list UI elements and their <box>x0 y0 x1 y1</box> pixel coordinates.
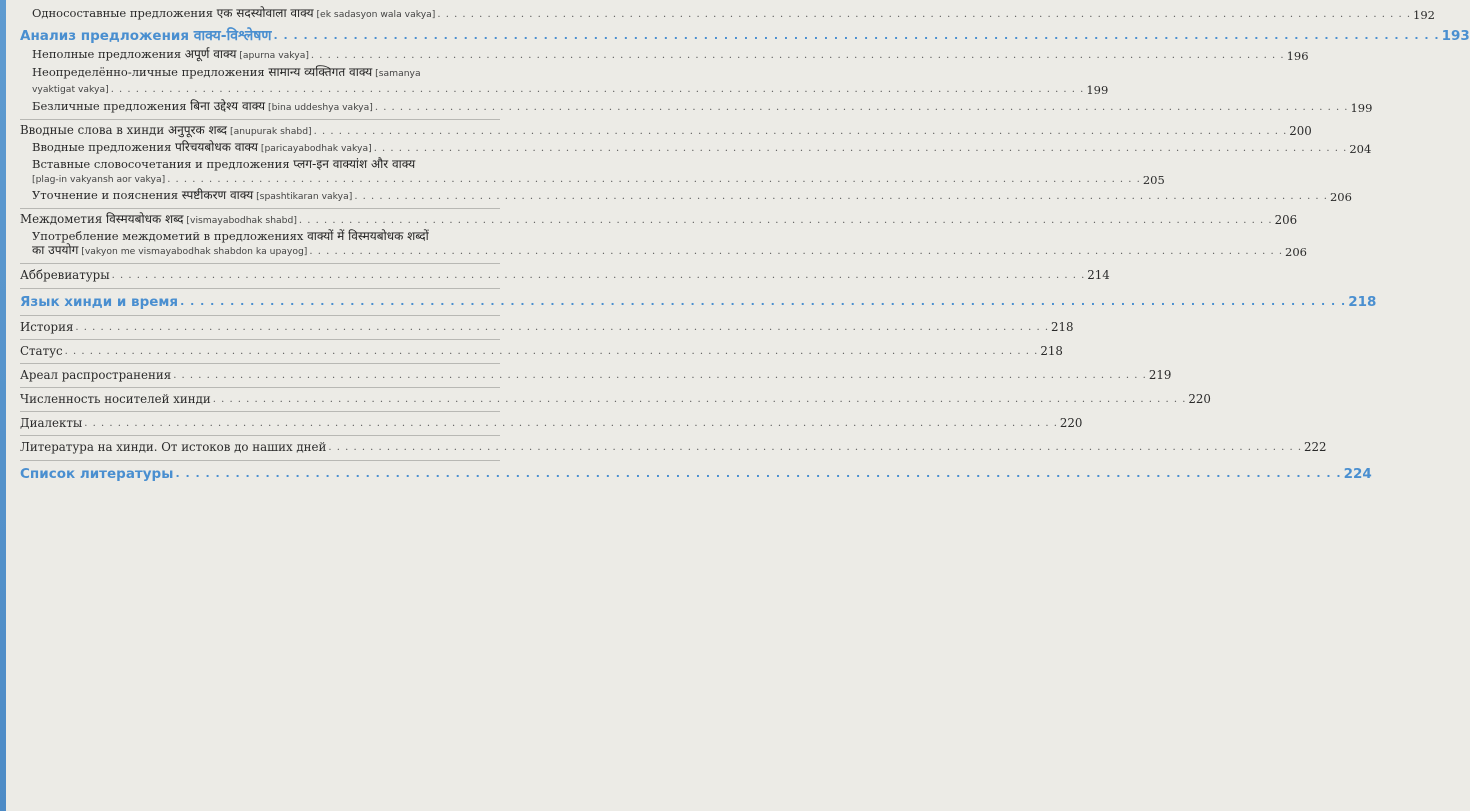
leader-dots <box>213 391 1187 407</box>
leader-dots <box>167 171 1141 187</box>
page-number: 192 <box>1413 8 1435 22</box>
toc-entry-vvodnye-predlozhenia <box>20 140 1372 156</box>
entry-translit: [ek sadasyon wala vakya] <box>313 9 436 20</box>
leader-dots <box>180 292 1346 311</box>
entry-title: Односоставные предложения <box>32 6 217 20</box>
page-number: 199 <box>1350 101 1373 115</box>
toc-entry-status <box>20 343 1063 359</box>
entry-hindi: वाक्यों में विस्मयबोधक शब्दों <box>307 229 429 243</box>
page-number: 218 <box>1348 294 1377 310</box>
entry-hindi: स्पष्टीकरण वाक्य <box>181 188 254 202</box>
divider <box>20 460 500 461</box>
entry-title: Аббревиатуры <box>20 268 110 282</box>
divider <box>20 288 500 289</box>
leader-dots <box>311 47 1285 63</box>
leader-dots <box>65 343 1039 359</box>
divider <box>20 339 500 340</box>
page-number: 199 <box>1086 83 1109 97</box>
entry-translit: [paricayabodhak vakya] <box>257 143 372 154</box>
divider <box>20 411 500 412</box>
toc-entry-istoria <box>20 319 1074 335</box>
entry-translit: [vismayabodhak shabd] <box>183 215 297 226</box>
page-number: 200 <box>1289 124 1312 138</box>
entry-translit: [samanya <box>372 68 421 79</box>
entry-title: Уточнение и пояснения <box>32 188 182 202</box>
page-number: 193 <box>1441 28 1470 44</box>
toc-section-analiz <box>20 26 1470 45</box>
entry-title: Вводные слова в хинди <box>20 123 168 137</box>
entry-hindi: एक सदस्योवाला वाक्य <box>216 6 314 20</box>
entry-translit: [plag-in vakyansh aor vakya] <box>32 174 166 185</box>
leader-dots <box>175 464 1341 483</box>
toc-entry-areal <box>20 367 1172 383</box>
toc-entry-upotreblenie <box>20 229 1307 259</box>
entry-hindi: परिचयबोधक वाक्य <box>174 140 258 154</box>
page-number: 206 <box>1285 245 1307 259</box>
entry-title: Неполные предложения <box>32 47 185 61</box>
page-number: 205 <box>1142 173 1165 187</box>
toc-entry-abbreviatury <box>20 267 1110 283</box>
leader-dots <box>328 439 1302 455</box>
entry-title: Диалекты <box>20 416 83 430</box>
page-number: 206 <box>1274 213 1298 227</box>
entry-title: Вводные предложения <box>32 140 175 154</box>
divider <box>20 435 500 436</box>
toc-entry-chislennost <box>20 391 1211 407</box>
entry-title: Безличные предложения <box>32 99 191 113</box>
section-hindi: वाक्य-विश्लेषण <box>193 28 272 44</box>
toc-entry-dialekty <box>20 415 1083 431</box>
leader-dots <box>374 140 1348 156</box>
page-number: 204 <box>1349 142 1372 156</box>
page-number: 222 <box>1304 440 1327 454</box>
toc-entry-neopredelenno <box>20 65 1109 97</box>
leader-dots <box>112 267 1086 283</box>
page-number: 220 <box>1188 392 1211 406</box>
entry-hindi: बिना उद्देश्य वाक्य <box>190 99 266 113</box>
divider <box>20 119 500 120</box>
page-number: 206 <box>1329 190 1352 204</box>
leader-dots <box>273 26 1439 45</box>
toc-entry-literatura <box>20 439 1327 455</box>
page-number: 196 <box>1286 49 1309 63</box>
table-of-contents <box>20 6 1470 483</box>
entry-title: История <box>20 320 74 334</box>
toc-entry-utochnenie <box>20 188 1352 204</box>
entry-translit: [anupurak shabd] <box>227 126 312 137</box>
section-title: Язык хинди и время <box>20 294 179 310</box>
section-color-bar <box>0 0 6 811</box>
page-number: 224 <box>1343 466 1372 482</box>
entry-hindi: अपूर्ण वाक्य <box>184 47 237 61</box>
divider <box>20 315 500 316</box>
toc-entry-vstavnye <box>20 157 1165 187</box>
entry-title: Употребление междометий в предложениях <box>32 229 308 243</box>
entry-title: Вставные словосочетания и предложения <box>32 157 294 171</box>
leader-dots <box>375 99 1349 115</box>
leader-dots <box>173 367 1147 383</box>
entry-translit: [bina uddeshya vakya] <box>265 102 373 113</box>
divider <box>20 263 500 264</box>
leader-dots <box>437 6 1411 22</box>
entry-hindi: विस्मयबोधक शब्द <box>106 212 184 226</box>
entry-title: Междометия <box>20 212 107 226</box>
entry-title: Численность носителей хинди <box>20 392 211 406</box>
leader-dots <box>314 123 1288 139</box>
entry-translit: [spashtikaran vakya] <box>253 191 353 202</box>
entry-hindi: सामान्य व्यक्तिगत वाक्य <box>268 65 373 79</box>
toc-section-yazyk <box>20 292 1377 311</box>
leader-dots <box>111 81 1085 97</box>
toc-entry-nepolnye <box>20 47 1309 63</box>
entry-title: Неопределённо-личные предложения <box>32 65 269 79</box>
page-number: 218 <box>1051 320 1074 334</box>
entry-hindi: अनुपूरक शब्द <box>167 123 228 137</box>
section-title: Список литературы <box>20 466 174 482</box>
entry-translit: [vakyon me vismayabodhak shabdon ka upayog] <box>78 246 308 257</box>
page-number: 218 <box>1040 344 1063 358</box>
toc-entry-odnosostavnye <box>20 6 1435 22</box>
entry-hindi: प्लग-इन वाक्यांश और वाक्य <box>293 157 416 171</box>
entry-hindi-cont: का उपयोग <box>32 243 79 257</box>
toc-entry-vvodnye-slova <box>20 123 1312 139</box>
page-number: 219 <box>1148 368 1172 382</box>
leader-dots <box>309 243 1283 259</box>
leader-dots <box>75 319 1049 335</box>
section-title: Анализ предложения <box>20 28 194 44</box>
leader-dots <box>84 415 1058 431</box>
page-number: 220 <box>1059 416 1083 430</box>
toc-entry-mezhdometia <box>20 212 1298 228</box>
toc-section-spisok <box>20 464 1372 483</box>
toc-entry-bezlichnye <box>20 99 1373 115</box>
page-number: 214 <box>1087 268 1110 282</box>
entry-title: Литература на хинди. От истоков до наших дней <box>20 440 327 454</box>
entry-title: Ареал распространения <box>20 368 172 382</box>
entry-translit: [apurna vakya] <box>236 50 309 61</box>
leader-dots <box>299 212 1273 228</box>
leader-dots <box>354 188 1328 204</box>
entry-title: Статус <box>20 344 63 358</box>
entry-translit-cont: vyaktigat vakya] <box>32 84 109 95</box>
divider <box>20 363 500 364</box>
divider <box>20 208 500 209</box>
divider <box>20 387 500 388</box>
